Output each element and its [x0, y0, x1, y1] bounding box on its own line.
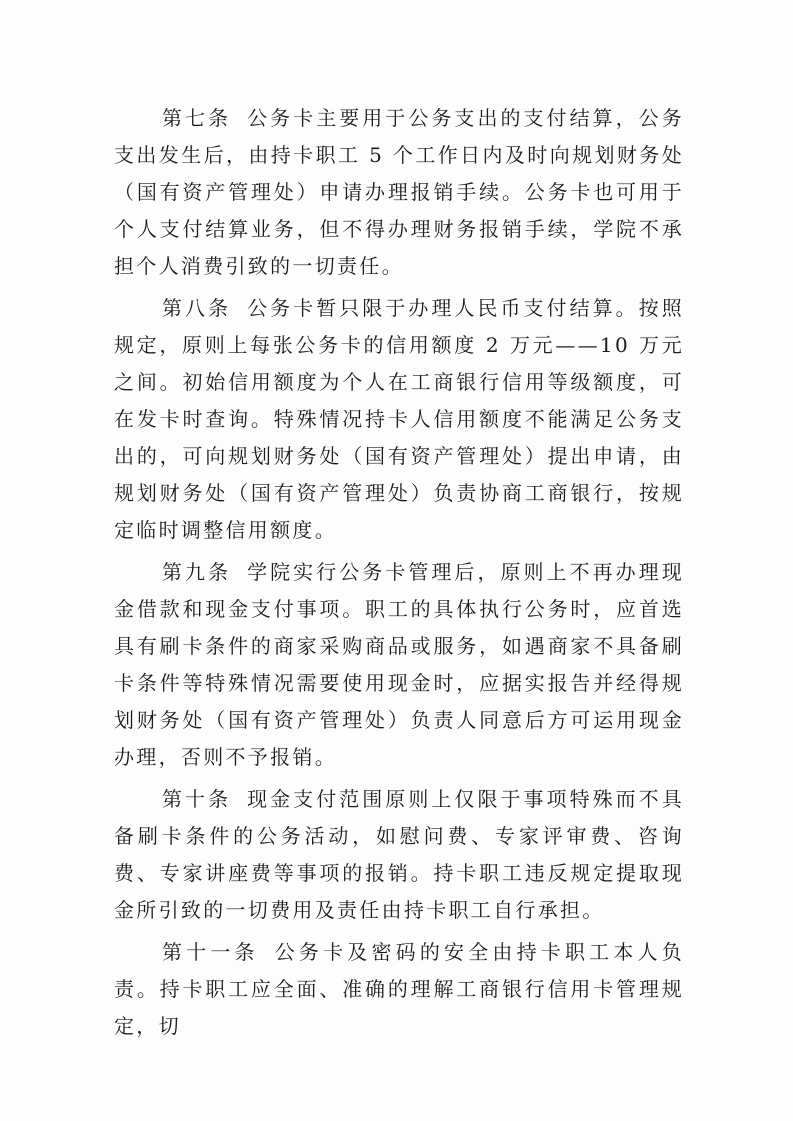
article-text: 学院实行公务卡管理后，原则上不再办理现金借款和现金支付事项。职工的具体执行公务时，应首选具有刷卡条件的商家采购商品或服务，如遇商家不具备刷卡条件等特殊情况需要使用现金时，应据实报告并经得规划财务处（国有资产管理处）负责人同意后方可运用现金办理，否则不予报销。	[114, 560, 685, 769]
article-text: 现金支付范围原则上仅限于事项特殊而不具备刷卡条件的公务活动，如慰问费、专家评审费、咨询费、专家讲座费等事项的报销。持卡职工违反规定提取现金所引致的一切费用及责任由持卡职工自行承担。	[114, 787, 685, 922]
article-10	[114, 781, 684, 929]
article-text: 公务卡及密码的安全由持卡职工本人负责。持卡职工应全面、准确的理解工商银行信用卡管理规定，切	[114, 940, 684, 1038]
article-number: 第十一条	[162, 940, 259, 964]
article-number: 第九条	[162, 560, 232, 584]
article-text: 公务卡主要用于公务支出的支付结算，公务支出发生后，由持卡职工 5 个工作日内及时向规划财务处（国有资产管理处）申请办理报销手续。公务卡也可用于个人支付结算业务，但不得办理财务报销手续，学院不承担个人消费引致的一切责任。	[114, 106, 685, 278]
article-number: 第八条	[162, 296, 232, 320]
document-body	[114, 100, 684, 1050]
article-number: 第十条	[162, 787, 232, 811]
article-11	[114, 934, 684, 1045]
article-8	[114, 290, 684, 549]
article-text: 公务卡暂只限于办理人民币支付结算。按照规定，原则上每张公务卡的信用额度 2 万元——10 万元之间。初始信用额度为个人在工商银行信用等级额度，可在发卡时查询。特殊情况持卡人信用额度不能满足公务支出的，可向规划财务处（国有资产管理处）提出申请，由规划财务处（国有资产管理处）负责协商工商银行，按规定临时调整信用额度。	[114, 296, 685, 542]
article-number: 第七条	[162, 106, 232, 130]
article-9	[114, 554, 684, 776]
article-7	[114, 100, 684, 285]
